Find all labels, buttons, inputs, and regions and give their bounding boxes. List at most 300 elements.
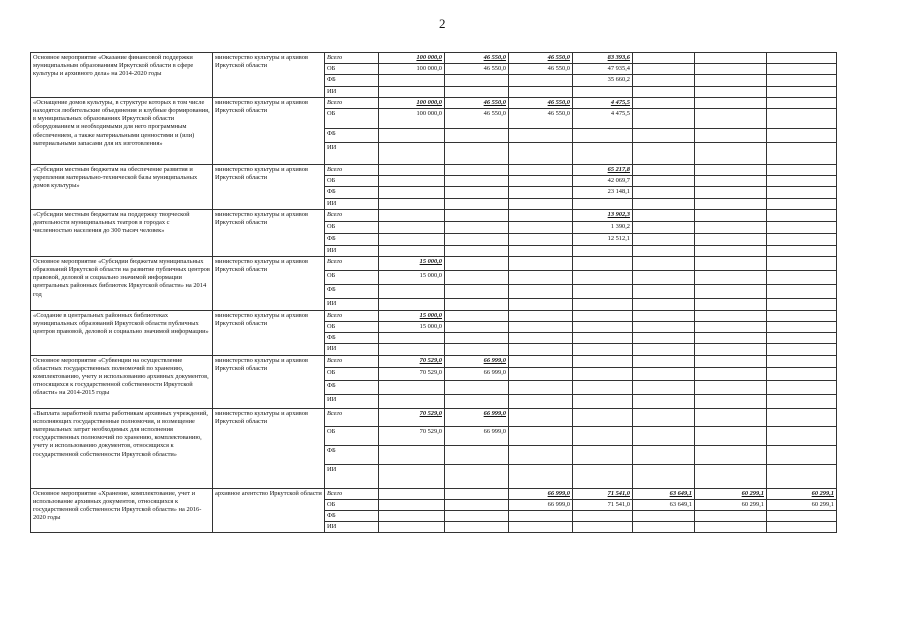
amount-cell [509, 284, 573, 298]
amount-cell [695, 464, 767, 488]
amount-cell [767, 367, 837, 380]
amount-cell [573, 355, 633, 367]
amount-cell [445, 245, 509, 256]
activity-name: «Оснащение домов культуры, в структуре которых в том числе находятся любительские объединения и клубные формирования, в муниципальных образованиях Иркутской области оборудованием и необходимыми для него программным обеспечением, а также материальными ценностями и (или) материальными запасами для их изготовления» [31, 97, 213, 164]
amount-cell [445, 380, 509, 394]
amount-cell [379, 164, 445, 175]
funding-source: ИИ [325, 344, 379, 355]
amount-cell [509, 164, 573, 175]
executor-name: министерство культуры и архивов Иркутской области [213, 97, 325, 164]
amount-cell: 4 475,5 [573, 108, 633, 128]
amount-cell [573, 322, 633, 333]
amount-cell: 100 000,0 [379, 53, 445, 64]
amount-cell [767, 75, 837, 86]
amount-cell [695, 86, 767, 97]
amount-cell: 66 999,0 [445, 408, 509, 426]
amount-cell [695, 97, 767, 108]
funding-source: ОБ [325, 426, 379, 445]
activity-name: Основное мероприятие «Субсидии бюджетам муниципальных образований Иркутской области на развитие публичных центров правовой, деловой и социально значимой информации центральных районных библиотек Иркутской области» на 2014 год [31, 256, 213, 310]
amount-cell [573, 256, 633, 270]
amount-cell [633, 270, 695, 284]
amount-cell: 23 148,1 [573, 187, 633, 198]
activity-name: «Создание в центральных районных библиотеках муниципальных образований Иркутской области публичных центров правовой, деловой и социально значимой информации» [31, 310, 213, 355]
table-row [31, 164, 837, 175]
funding-source: ИИ [325, 198, 379, 209]
amount-cell [379, 499, 445, 510]
amount-cell [379, 445, 445, 464]
funding-source: Всего [325, 97, 379, 108]
amount-cell [695, 187, 767, 198]
funding-source: ИИ [325, 86, 379, 97]
amount-cell [695, 522, 767, 533]
amount-cell [695, 176, 767, 187]
amount-cell [767, 53, 837, 64]
executor-name: министерство культуры и архивов Иркутской области [213, 164, 325, 209]
amount-cell [509, 86, 573, 97]
amount-cell [445, 284, 509, 298]
funding-source: ФБ [325, 187, 379, 198]
executor-name: архивное агентство Иркутской области [213, 488, 325, 533]
amount-cell [633, 187, 695, 198]
amount-cell [509, 233, 573, 245]
amount-cell [445, 344, 509, 355]
amount-cell [695, 233, 767, 245]
amount-cell [695, 426, 767, 445]
funding-source: ИИ [325, 522, 379, 533]
amount-cell: 70 529,0 [379, 408, 445, 426]
amount-cell [767, 187, 837, 198]
amount-cell [633, 380, 695, 394]
amount-cell: 100 000,0 [379, 108, 445, 128]
table-row [31, 209, 837, 221]
amount-cell [445, 128, 509, 142]
amount-cell [633, 310, 695, 321]
amount-cell [379, 198, 445, 209]
amount-cell [379, 209, 445, 221]
amount-cell [509, 187, 573, 198]
amount-cell [633, 522, 695, 533]
amount-cell [509, 344, 573, 355]
amount-cell [633, 209, 695, 221]
amount-cell [633, 511, 695, 522]
amount-cell [767, 209, 837, 221]
amount-cell: 35 660,2 [573, 75, 633, 86]
amount-cell [633, 333, 695, 344]
amount-cell [509, 380, 573, 394]
amount-cell [767, 380, 837, 394]
amount-cell [767, 176, 837, 187]
amount-cell [509, 522, 573, 533]
amount-cell: 46 550,0 [509, 64, 573, 75]
amount-cell [633, 64, 695, 75]
funding-source: ИИ [325, 298, 379, 310]
table-row [31, 53, 837, 64]
table-row [31, 256, 837, 270]
amount-cell [633, 245, 695, 256]
amount-cell [509, 298, 573, 310]
amount-cell [633, 108, 695, 128]
amount-cell [695, 64, 767, 75]
amount-cell [445, 270, 509, 284]
executor-name: министерство культуры и архивов Иркутской области [213, 209, 325, 256]
funding-source: Всего [325, 53, 379, 64]
funding-source: Всего [325, 256, 379, 270]
funding-source: ФБ [325, 284, 379, 298]
amount-cell [767, 221, 837, 233]
amount-cell [509, 445, 573, 464]
amount-cell [695, 322, 767, 333]
amount-cell [633, 367, 695, 380]
funding-source: Всего [325, 408, 379, 426]
amount-cell [767, 522, 837, 533]
amount-cell [767, 233, 837, 245]
amount-cell: 66 999,0 [509, 488, 573, 499]
amount-cell [379, 86, 445, 97]
amount-cell [633, 53, 695, 64]
funding-source: ОБ [325, 367, 379, 380]
amount-cell: 71 541,0 [573, 488, 633, 499]
amount-cell: 100 000,0 [379, 64, 445, 75]
amount-cell [767, 445, 837, 464]
amount-cell [379, 245, 445, 256]
funding-source: ФБ [325, 333, 379, 344]
amount-cell: 70 529,0 [379, 426, 445, 445]
amount-cell [573, 142, 633, 164]
amount-cell [509, 408, 573, 426]
funding-source: ФБ [325, 128, 379, 142]
amount-cell [695, 394, 767, 408]
amount-cell [767, 142, 837, 164]
amount-cell [695, 511, 767, 522]
amount-cell [509, 198, 573, 209]
amount-cell [573, 245, 633, 256]
amount-cell [573, 408, 633, 426]
amount-cell [695, 245, 767, 256]
funding-source: ФБ [325, 445, 379, 464]
funding-source: Всего [325, 209, 379, 221]
amount-cell [509, 221, 573, 233]
amount-cell [695, 298, 767, 310]
amount-cell [767, 256, 837, 270]
funding-source: ФБ [325, 511, 379, 522]
amount-cell [633, 445, 695, 464]
amount-cell [695, 408, 767, 426]
amount-cell [633, 344, 695, 355]
amount-cell [633, 408, 695, 426]
amount-cell [573, 333, 633, 344]
amount-cell [445, 198, 509, 209]
amount-cell [695, 270, 767, 284]
amount-cell [509, 142, 573, 164]
amount-cell [573, 367, 633, 380]
amount-cell: 66 999,0 [445, 367, 509, 380]
amount-cell [573, 464, 633, 488]
amount-cell [445, 464, 509, 488]
amount-cell [573, 394, 633, 408]
amount-cell [633, 198, 695, 209]
amount-cell [509, 256, 573, 270]
amount-cell [767, 511, 837, 522]
amount-cell [445, 298, 509, 310]
executor-name: министерство культуры и архивов Иркутской области [213, 53, 325, 98]
amount-cell [767, 344, 837, 355]
amount-cell: 46 550,0 [509, 108, 573, 128]
amount-cell [633, 97, 695, 108]
amount-cell: 60 299,1 [695, 499, 767, 510]
amount-cell [767, 270, 837, 284]
amount-cell: 4 475,5 [573, 97, 633, 108]
amount-cell [445, 310, 509, 321]
amount-cell [767, 128, 837, 142]
amount-cell: 83 393,6 [573, 53, 633, 64]
amount-cell [445, 75, 509, 86]
amount-cell: 66 999,0 [445, 426, 509, 445]
executor-name: министерство культуры и архивов Иркутской области [213, 408, 325, 488]
funding-source: ИИ [325, 142, 379, 164]
amount-cell [695, 164, 767, 175]
amount-cell [445, 522, 509, 533]
amount-cell [445, 333, 509, 344]
funding-source: Всего [325, 164, 379, 175]
amount-cell [573, 284, 633, 298]
amount-cell [633, 233, 695, 245]
amount-cell [573, 522, 633, 533]
amount-cell [695, 75, 767, 86]
amount-cell [695, 108, 767, 128]
amount-cell [509, 75, 573, 86]
amount-cell: 63 649,1 [633, 499, 695, 510]
amount-cell [767, 198, 837, 209]
amount-cell [509, 310, 573, 321]
amount-cell [379, 298, 445, 310]
amount-cell [633, 142, 695, 164]
amount-cell: 60 299,1 [695, 488, 767, 499]
table-row [31, 408, 837, 426]
amount-cell [509, 245, 573, 256]
amount-cell [695, 53, 767, 64]
amount-cell [445, 511, 509, 522]
funding-source: ОБ [325, 64, 379, 75]
amount-cell [445, 164, 509, 175]
executor-name: министерство культуры и архивов Иркутской области [213, 256, 325, 310]
amount-cell [633, 221, 695, 233]
amount-cell [695, 344, 767, 355]
amount-cell [445, 233, 509, 245]
amount-cell [445, 221, 509, 233]
amount-cell [767, 284, 837, 298]
activity-name: Основное мероприятие «Оказание финансовой поддержки муниципальным образованиям Иркутской области в сфере культуры и архивного дела» на 2014-2020 годы [31, 53, 213, 98]
amount-cell [633, 75, 695, 86]
amount-cell: 66 999,0 [445, 355, 509, 367]
amount-cell: 60 299,1 [767, 499, 837, 510]
amount-cell: 70 529,0 [379, 367, 445, 380]
amount-cell [445, 209, 509, 221]
amount-cell [767, 86, 837, 97]
amount-cell [767, 164, 837, 175]
amount-cell: 15 000,0 [379, 270, 445, 284]
amount-cell [379, 75, 445, 86]
amount-cell [573, 426, 633, 445]
amount-cell [445, 187, 509, 198]
amount-cell [633, 355, 695, 367]
amount-cell: 1 390,2 [573, 221, 633, 233]
amount-cell [633, 128, 695, 142]
amount-cell [767, 108, 837, 128]
amount-cell: 12 512,1 [573, 233, 633, 245]
amount-cell: 46 550,0 [445, 53, 509, 64]
amount-cell [767, 333, 837, 344]
amount-cell [445, 499, 509, 510]
amount-cell [509, 511, 573, 522]
amount-cell: 100 000,0 [379, 97, 445, 108]
amount-cell [573, 344, 633, 355]
amount-cell [695, 310, 767, 321]
amount-cell [379, 511, 445, 522]
amount-cell: 66 999,0 [509, 499, 573, 510]
amount-cell: 60 299,1 [767, 488, 837, 499]
amount-cell [767, 245, 837, 256]
amount-cell [573, 380, 633, 394]
amount-cell [633, 322, 695, 333]
amount-cell [379, 221, 445, 233]
amount-cell [509, 464, 573, 488]
amount-cell [573, 310, 633, 321]
amount-cell [767, 408, 837, 426]
funding-source: ОБ [325, 108, 379, 128]
amount-cell: 42 069,7 [573, 176, 633, 187]
amount-cell [573, 298, 633, 310]
funding-source: ФБ [325, 380, 379, 394]
amount-cell [445, 256, 509, 270]
amount-cell [633, 176, 695, 187]
amount-cell [767, 355, 837, 367]
amount-cell: 65 217,8 [573, 164, 633, 175]
amount-cell: 46 550,0 [445, 64, 509, 75]
amount-cell [767, 464, 837, 488]
amount-cell: 46 550,0 [445, 108, 509, 128]
amount-cell [633, 464, 695, 488]
amount-cell [445, 488, 509, 499]
funding-source: ОБ [325, 499, 379, 510]
amount-cell [633, 426, 695, 445]
amount-cell [573, 270, 633, 284]
amount-cell [767, 322, 837, 333]
amount-cell [767, 310, 837, 321]
amount-cell [379, 380, 445, 394]
funding-source: ОБ [325, 270, 379, 284]
page-number: 2 [439, 16, 446, 31]
amount-cell [509, 128, 573, 142]
amount-cell [573, 511, 633, 522]
amount-cell [379, 142, 445, 164]
activity-name: «Субсидии местным бюджетам на поддержку творческой деятельности муниципальных театров в городах с численностью населения до 300 тысяч человек» [31, 209, 213, 256]
funding-source: Всего [325, 310, 379, 321]
amount-cell: 71 541,0 [573, 499, 633, 510]
funding-source: Всего [325, 355, 379, 367]
funding-source: ФБ [325, 75, 379, 86]
amount-cell [695, 367, 767, 380]
activity-name: Основное мероприятие «Хранение, комплектование, учет и использование архивных документов, относящихся к государственной собственности Иркутской области» на 2016-2020 годы [31, 488, 213, 533]
amount-cell [767, 426, 837, 445]
amount-cell: 46 550,0 [509, 97, 573, 108]
activity-name: «Выплата заработной платы работникам архивных учреждений, исполняющих государственные полномочия, и возмещение материальных затрат необходимых для исполнения государственных полномочий по хранению, комплектованию, учету и использованию документов, относящихся к государственной собственности Иркутской области» [31, 408, 213, 488]
amount-cell [509, 394, 573, 408]
executor-name: министерство культуры и архивов Иркутской области [213, 355, 325, 408]
table-row [31, 310, 837, 321]
funding-source: ИИ [325, 464, 379, 488]
funding-source: ОБ [325, 221, 379, 233]
amount-cell [695, 221, 767, 233]
amount-cell [767, 394, 837, 408]
amount-cell [509, 270, 573, 284]
amount-cell: 63 649,1 [633, 488, 695, 499]
amount-cell [509, 209, 573, 221]
amount-cell [509, 426, 573, 445]
amount-cell [573, 128, 633, 142]
amount-cell: 15 000,0 [379, 256, 445, 270]
amount-cell: 47 935,4 [573, 64, 633, 75]
amount-cell [509, 355, 573, 367]
amount-cell [695, 142, 767, 164]
amount-cell [695, 355, 767, 367]
amount-cell [445, 142, 509, 164]
program-funding-table [30, 52, 837, 533]
amount-cell [379, 522, 445, 533]
amount-cell [379, 233, 445, 245]
amount-cell [633, 164, 695, 175]
amount-cell: 13 902,3 [573, 209, 633, 221]
amount-cell [695, 198, 767, 209]
amount-cell [573, 86, 633, 97]
amount-cell [767, 64, 837, 75]
activity-name: «Субсидии местным бюджетам на обеспечение развития и укрепления материально-технической базы муниципальных домов культуры» [31, 164, 213, 209]
amount-cell [445, 176, 509, 187]
amount-cell [509, 367, 573, 380]
table-row [31, 355, 837, 367]
amount-cell [573, 198, 633, 209]
amount-cell [695, 333, 767, 344]
funding-source: ОБ [325, 176, 379, 187]
amount-cell [379, 344, 445, 355]
amount-cell [695, 256, 767, 270]
amount-cell [633, 298, 695, 310]
amount-cell [379, 284, 445, 298]
table-row [31, 488, 837, 499]
amount-cell: 70 529,0 [379, 355, 445, 367]
amount-cell [695, 209, 767, 221]
amount-cell [695, 445, 767, 464]
amount-cell: 46 550,0 [445, 97, 509, 108]
amount-cell [379, 176, 445, 187]
amount-cell [445, 86, 509, 97]
amount-cell [633, 256, 695, 270]
amount-cell [379, 394, 445, 408]
amount-cell [509, 176, 573, 187]
amount-cell: 15 000,0 [379, 322, 445, 333]
amount-cell [695, 128, 767, 142]
funding-source: ИИ [325, 245, 379, 256]
amount-cell [445, 322, 509, 333]
amount-cell: 15 000,0 [379, 310, 445, 321]
amount-cell [379, 333, 445, 344]
amount-cell [379, 488, 445, 499]
activity-name: Основное мероприятие «Субвенции на осуществление областных государственных полномочий по хранению, комплектованию, учету и использованию архивных документов, относящихся к государственной собственности Иркутской области» на 2014-2015 годы [31, 355, 213, 408]
amount-cell [445, 394, 509, 408]
amount-cell [767, 97, 837, 108]
funding-source: ОБ [325, 322, 379, 333]
amount-cell [695, 380, 767, 394]
amount-cell [767, 298, 837, 310]
